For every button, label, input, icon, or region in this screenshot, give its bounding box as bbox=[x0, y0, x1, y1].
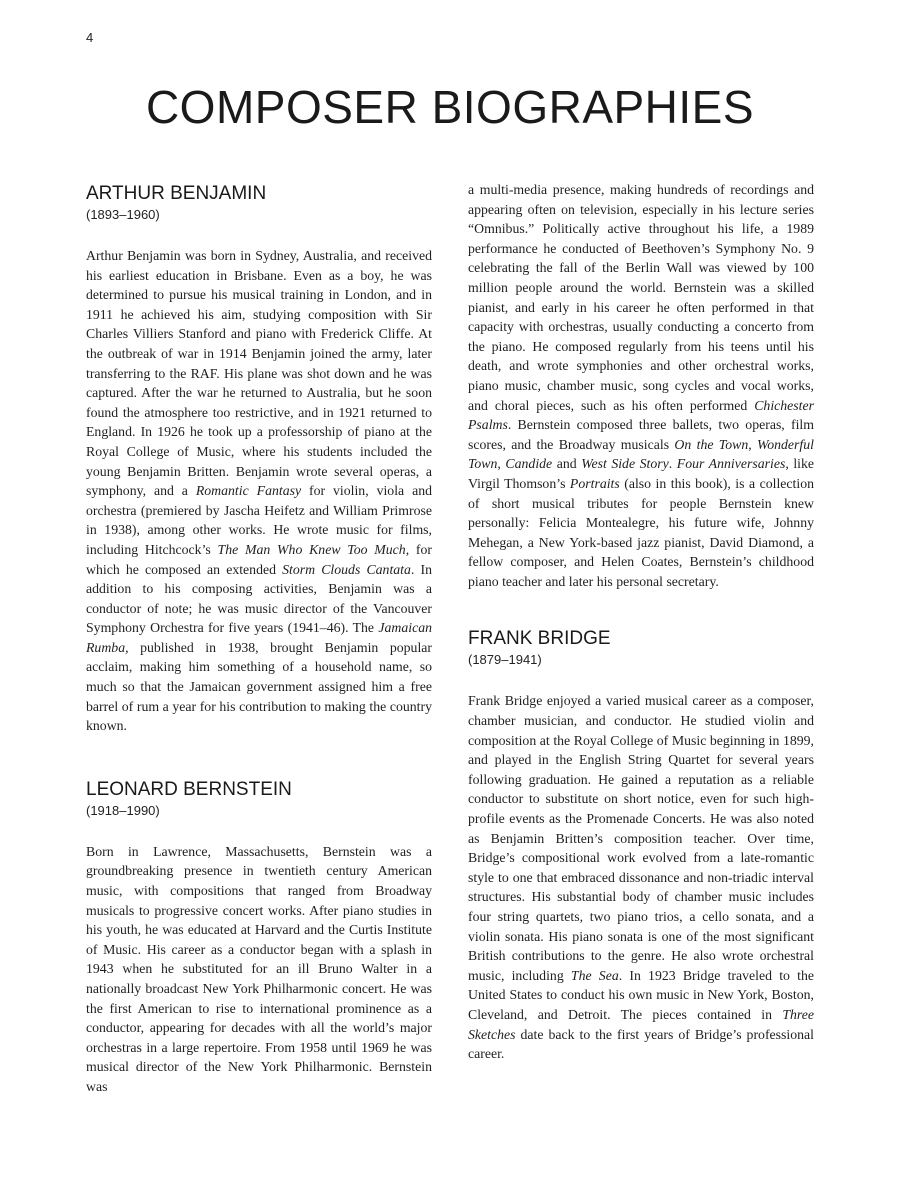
text-run: a multi-media presence, making hundreds of recordings and appearing often on television, especially in his lecture series “Omnibus.” Politically active throughout his life, a 1989 performance he conducted of Beethoven’s Symphony No. 9 celebrating the fall of the Berlin Wall was viewed by 100 million people around the world. Bernstein was a skilled pianist, and early in his career he often performed in that capacity with orchestras, usually conducting a concerto from the piano. He composed regularly from his teens until his death, and wrote symphonies and other orchestral works, piano music, chamber music, song cycles and vocal works, and choral pieces, such as his often performed bbox=[468, 182, 814, 413]
text-run: date back to the first years of Bridge’s professional career. bbox=[468, 1026, 814, 1062]
composer-name: LEONARD BERNSTEIN bbox=[86, 778, 292, 800]
bio-text bbox=[86, 842, 432, 1097]
italic-title: Chichester Psalms bbox=[468, 397, 814, 433]
text-run: , bbox=[497, 456, 506, 472]
composer-years: (1879–1941) bbox=[468, 652, 542, 668]
composer-years: (1918–1990) bbox=[86, 802, 160, 818]
composer-name: FRANK BRIDGE bbox=[468, 628, 611, 650]
left-column bbox=[86, 182, 432, 1097]
text-run: (also in this book), is a collection of short musical tributes for people Bernstein knew personally: Felicia Montealegre, his future wife, Johnny Mehegan, a New York-based jazz pianist, David Diamond, a fellow composer, and Helen Coates, Bernstein’s childhood piano teacher and later his personal secretary. bbox=[468, 475, 814, 589]
italic-title: Wonderful Town bbox=[468, 436, 814, 472]
text-run: , published in 1938, brought Benjamin popular acclaim, making him something of a household name, so much so that the Jamaican government assigned him a free barrel of rum a year for his contribution to making the country known. bbox=[86, 639, 432, 734]
page-number: 4 bbox=[86, 30, 94, 45]
text-run: Arthur Benjamin was born in Sydney, Australia, and received his earliest education in Brisbane. Even as a boy, he was determined to pursue his musical training in London, and in 1911 he achieved his aim, studying composition with Sir Charles Villiers Stanford and piano with Frederick Cliffe. At the outbreak of war in 1914 Benjamin joined the army, later transferring to the RAF. His plane was shot down and he was captured. After the war he returned to Australia, but he soon found the atmosphere too restrictive, and in 1921 returned to England. In 1926 he took up a professorship of piano at the Royal College of Music, where his students included the young Benjamin Britten. Benjamin wrote several operas, a symphony, and a bbox=[86, 248, 432, 499]
composer-years: (1893–1960) bbox=[86, 207, 160, 222]
composer-name: ARTHUR BENJAMIN bbox=[86, 183, 267, 204]
text-run: . Bernstein composed three ballets, two operas, film scores, and the Broadway musicals bbox=[468, 417, 814, 452]
page-title: COMPOSER BIOGRAPHIES bbox=[145, 81, 755, 133]
text-run: . In 1923 Bridge traveled to the United States to conduct his own music in New York, Boston, Cleveland, and Detroit. The pieces contained in bbox=[468, 967, 814, 1022]
right-column bbox=[468, 180, 814, 1064]
text-run: , for which he composed an extended bbox=[86, 541, 432, 577]
text-run: Frank Bridge enjoyed a varied musical career as a composer, chamber musician, and conductor. He studied violin and composition at the Royal College of Music beginning in 1899, and played in the English String Quartet for several years following graduation. He gained a reputation as a reliable conductor to substitute on short notice, even for such high-profile events as the Promenade Concerts. He was also noted as Benjamin Britten’s composition teacher. Over time, Bridge’s compositional work evolved from a late-romantic style to one that embraced dissonance and non-triadic interval structures. His substantial body of chamber music includes four string quartets, two piano trios, a cello sonata, and a violin sonata. His piano sonata is one of the most significant British contributions to the genre. He also wrote orchestral music, including bbox=[468, 693, 814, 983]
italic-title: On the Town bbox=[674, 436, 749, 452]
text-run: for violin, viola and orchestra (premiered by Jascha Heifetz and William Primrose in 1938), among other works. He wrote music for films, including Hitchcock’s bbox=[86, 483, 432, 557]
italic-title: The Man Who Knew Too Much bbox=[217, 541, 406, 557]
italic-title: Four Anniversaries bbox=[676, 456, 786, 472]
text-run: Born in Lawrence, Massachusetts, Bernstein was a groundbreaking presence in twentieth century American music, with compositions that ranged from Broadway musicals to progressive concert works. After piano studies in his youth, he was educated at Harvard and the Curtis Institute of Music. His career as a conductor began with a splash in 1943 when he substituted for an ill Bruno Walter in a nationally broadcast New York Philharmonic concert. He was the first American to rise to international prominence as a conductor, appearing for decades with all the world’s major orchestras in a large repertoire. From 1958 until 1969 he was musical director of the New York Philharmonic. Bernstein was bbox=[86, 843, 432, 1094]
italic-title: Candide bbox=[505, 456, 553, 472]
text-run: , like Virgil Thomson’s bbox=[468, 456, 815, 491]
text-run: and bbox=[552, 456, 582, 472]
italic-title: Portraits bbox=[569, 475, 620, 491]
italic-title: Three Sketches bbox=[468, 1006, 814, 1042]
italic-title: Jamaican Rumba bbox=[86, 620, 432, 655]
italic-title: Romantic Fantasy bbox=[195, 483, 302, 499]
italic-title: Storm Clouds Cantata bbox=[282, 561, 411, 577]
text-run: , bbox=[748, 436, 758, 452]
bio-frank-bridge bbox=[468, 627, 814, 1063]
bio-text bbox=[468, 691, 814, 1063]
bio-arthur-benjamin bbox=[86, 182, 432, 736]
italic-title: The Sea bbox=[570, 967, 619, 983]
bio-text-continued bbox=[468, 180, 814, 591]
text-run: . In addition to his composing activities, Benjamin was a conductor of note; he was music director of the Vancouver Symphony Orchestra for five years (1941–46). The bbox=[86, 561, 432, 636]
bio-text bbox=[86, 246, 432, 736]
italic-title: West Side Story bbox=[581, 456, 669, 472]
text-run: . bbox=[668, 456, 677, 472]
bio-leonard-bernstein bbox=[86, 778, 432, 1097]
